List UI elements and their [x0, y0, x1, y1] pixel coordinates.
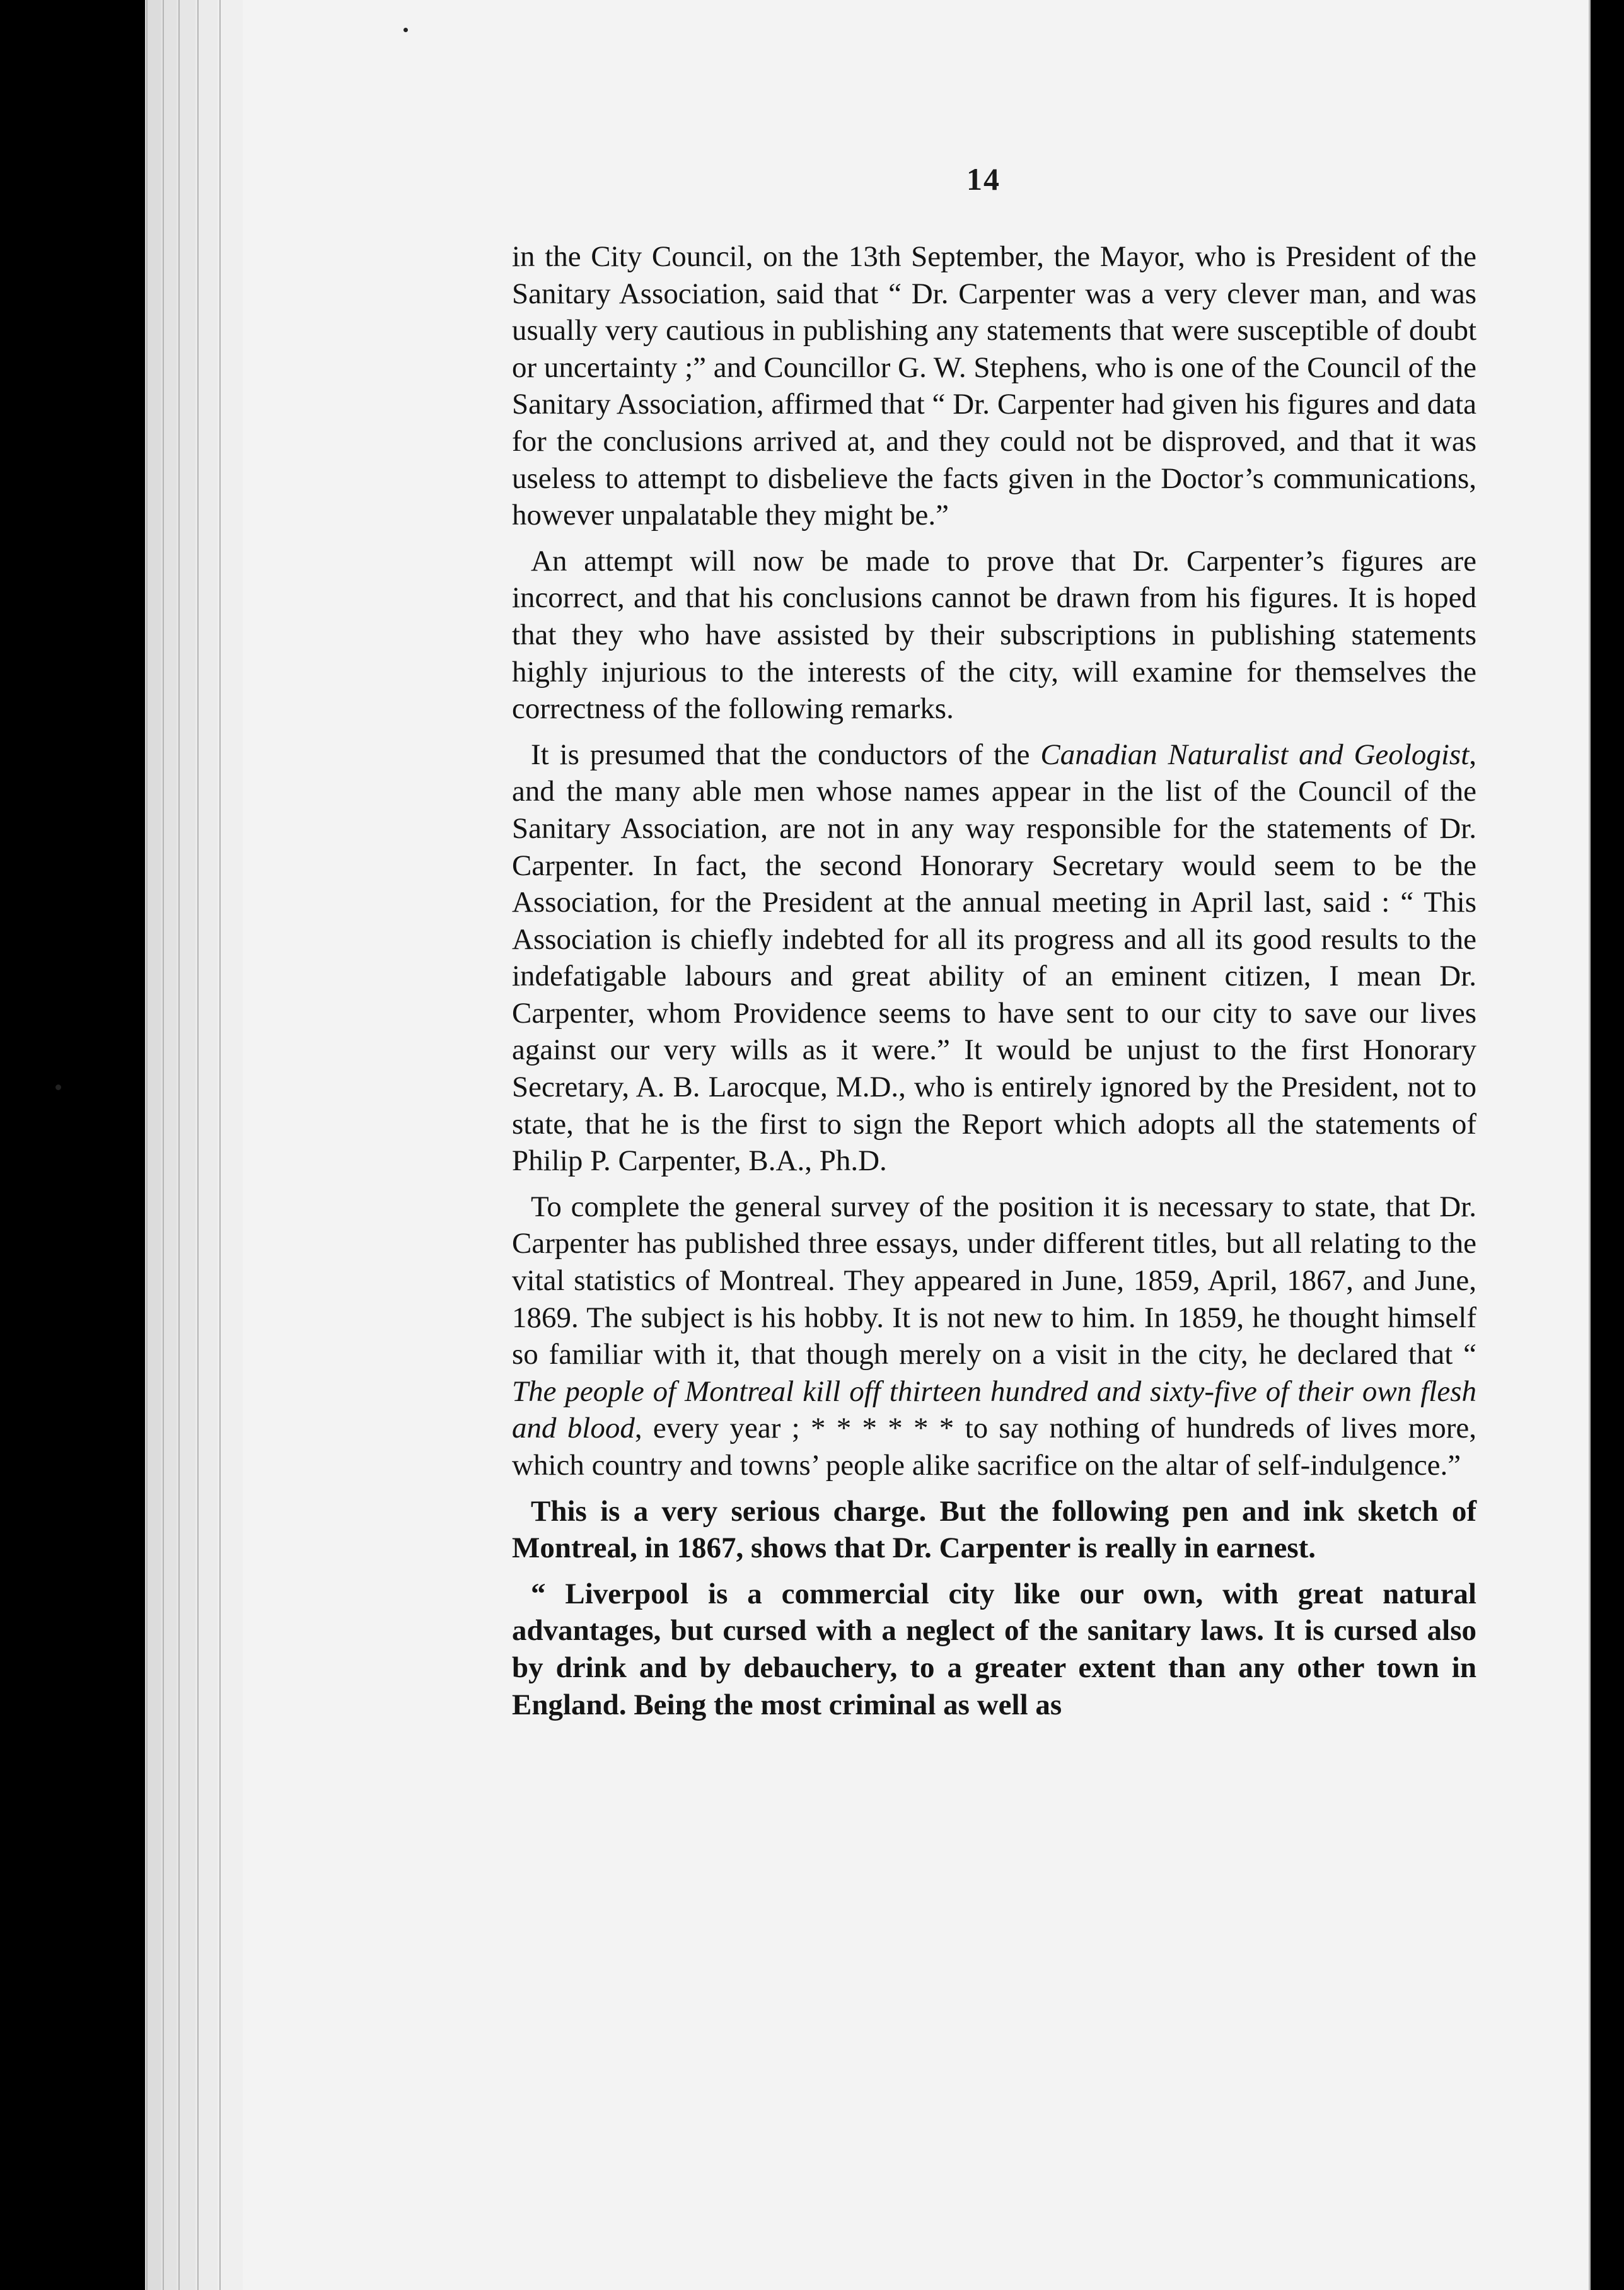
scan-speck: [403, 28, 408, 32]
page-number: 14: [966, 161, 1000, 197]
paragraph: [512, 1576, 1476, 1723]
page-edge-line: [146, 0, 148, 2290]
paragraph: [512, 736, 1476, 1180]
scan-speck: [55, 1084, 61, 1090]
paragraph-text: , every year ; * * * * * * to say nothing of hundreds of lives more, which country and towns’ people alike sacrifice on the altar of self-indulgence.”: [512, 1412, 1476, 1482]
paragraph-text: To complete the general survey of the position it is necessary to state, that Dr. Carpenter has published three essays, under different titles, but all relating to the vital statistics of Montreal. They appeared in June, 1859, April, 1867, and June, 1869. The subject is his hobby. It is not new to him. In 1859, he thought himself so familiar with it, that though merely on a visit in the city, he declared that “: [512, 1190, 1476, 1371]
page-edge-line: [197, 0, 199, 2290]
paragraph-text: in the City Council, on the 13th September, the Mayor, who is President of the Sanitary Association, said that “ Dr. Carpenter was a very clever man, and was usually very cautious in publishing any statements that were susceptible of doubt or uncertainty ;” and Councillor G. W. Stephens, who is one of the Council of the Sanitary Association, affirmed that “ Dr. Carpenter had given his figures and data for the conclusions arrived at, and they could not be disproved, and that it was useless to attempt to disbelieve the facts given in the Doctor’s communications, however unpalatable they might be.”: [512, 240, 1476, 532]
paragraph: [512, 1493, 1476, 1567]
paragraph: [512, 543, 1476, 728]
paragraph-text: An attempt will now be made to prove that Dr. Carpenter’s figures are incorrect, and that his conclusions cannot be drawn from his figures. It is hoped that they who have assisted by their subscriptions in publishing statements highly injurious to the interests of the city, will examine for themselves the correctness of the following remarks.: [512, 544, 1476, 726]
paragraph: [512, 1189, 1476, 1484]
paragraph-text: , and the many able men whose names appear in the list of the Council of the Sanitary Association, are not in any way responsible for the statements of Dr. Carpenter. In fact, the second Honorary Secretary would seem to be the Association, for the President at the annual meeting in April last, said : “ This Association is chiefly indebted for all its progress and all its good results to the indefatigable labours and great ability of an eminent citizen, I mean Dr. Carpenter, whom Providence seems to have sent to our city to save our lives against our very wills as it were.” It would be unjust to the first Honorary Secretary, A. B. Larocque, M.D., who is entirely ignored by the President, not to state, that he is the first to sign the Report which adopts all the statements of Philip P. Carpenter, B.A., Ph.D.: [512, 738, 1477, 1178]
italic-text: Canadian Naturalist and Geologist: [1040, 738, 1470, 771]
paragraph-text: “ Liverpool is a commercial city like our own, with great natural advantages, but cursed with a neglect of the sanitary laws. It is cursed also by drink and by debauchery, to a greater extent than any other town in England. Being the most criminal as well as: [512, 1577, 1476, 1721]
page-edge-line: [163, 0, 164, 2290]
paragraph-text: This is a very serious charge. But the following pen and ink sketch of Montreal, in 1867, shows that Dr. Carpenter is really in earnest.: [512, 1494, 1476, 1565]
paragraph-text: It is presumed that the conductors of the: [531, 738, 1041, 771]
page-edge-line: [219, 0, 221, 2290]
page-edge-line: [178, 0, 180, 2290]
body-text: [512, 238, 1476, 1723]
italic-text: The people of Montreal kill off thirteen hundred and sixty-five of their own flesh and blood: [512, 1375, 1476, 1445]
paragraph: [512, 238, 1476, 534]
